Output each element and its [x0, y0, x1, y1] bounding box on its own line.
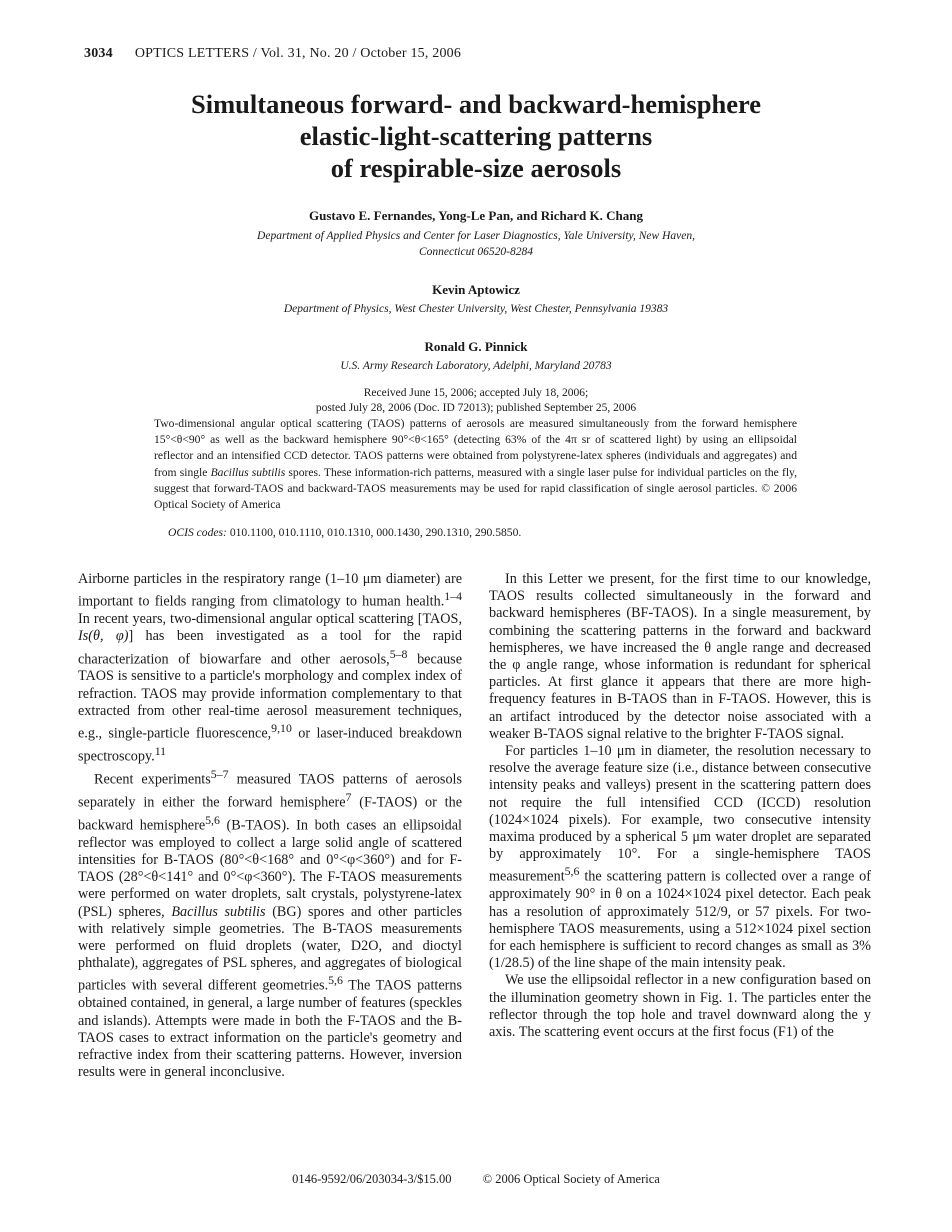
received-line: Received June 15, 2006; accepted July 18, 2006; [363, 387, 589, 399]
author-affiliation [150, 229, 802, 260]
title-line: elastic-light-scattering patterns [299, 121, 653, 151]
running-head [84, 46, 461, 62]
page-footer [0, 1172, 952, 1187]
affiliation-line: Department of Physics, West Chester University, West Chester, Pennsylvania 19383 [283, 303, 669, 315]
text: or laser-induced breakdown spectroscopy. [78, 725, 462, 765]
math-symbol: Is(θ, φ) [78, 628, 129, 645]
author-names: Ronald G. Pinnick [424, 339, 528, 354]
citation: 1–4 [444, 589, 462, 604]
author-names: Kevin Aptowicz [432, 282, 520, 297]
received-line: posted July 28, 2006 (Doc. ID 72013); published September 25, 2006 [315, 401, 637, 414]
affiliation-line: U.S. Army Research Laboratory, Adelphi, Maryland 20783 [340, 360, 612, 372]
affiliation-line: Connecticut 06520-8284 [418, 245, 534, 258]
price-code: 0146-9592/06/203034-3/$15.00 [292, 1172, 452, 1186]
page-number: 3034 [84, 46, 113, 61]
paragraph [78, 766, 462, 1081]
journal-info: OPTICS LETTERS / Vol. 31, No. 20 / October 15, 2006 [134, 46, 462, 61]
citation: 5–7 [210, 766, 229, 781]
affiliation-line: Department of Applied Physics and Center for Laser Diagnostics, Yale University, New Haven, [257, 230, 695, 242]
citation: 7 [345, 789, 352, 804]
paragraph [78, 571, 462, 766]
author-names: Gustavo E. Fernandes, Yong-Le Pan, and Richard K. Chang [309, 208, 643, 223]
text: (B-TAOS). In both cases an ellipsoidal reflector was employed to collect a large solid angle of scattered intensities for B-TAOS (80°<θ<168° and 0°<φ<360°) and for F-TAOS (28°<θ<141° and 0°<φ<360°). The F-TAOS measurements were performed on water droplets, salt crystals, polystyrene-latex (PSL) spheres, [78, 817, 462, 920]
text: (BG) spores and other particles with relatively simple geometries. The B-TAOS measurements were performed on fluid droplets (water, D2O, and dioctyl phthalate), aggregates of PSL spheres, and aggregates of biological particles with several different geometries. [78, 903, 462, 995]
abstract-text: spores. These information-rich patterns, measured with a single laser pulse for individual particles on the fly, suggest that forward-TAOS and backward-TAOS measurements may be used for rapid classification of single aerosol particles. © 2006 Optical Society of America [154, 465, 797, 512]
text: (F-TAOS) or the backward hemisphere [78, 794, 462, 834]
text: For particles 1–10 μm in diameter, the resolution necessary to resolve the average feature size (i.e., distance between consecutive intensity peaks and valleys) present in the scattering pattern does not require the full intensified CCD (ICCD) resolution (1024×1024 pixels). For example, two consecutive intensity maxima produced by a spherical 5 μm water droplet are separated by approximately 10°. For a single-hemisphere TAOS measurement [489, 743, 871, 886]
text: In recent years, two-dimensional angular optical scattering [TAOS, [78, 611, 462, 628]
author-affiliation [150, 302, 802, 318]
citation: 5,6 [564, 864, 580, 879]
citation: 5–8 [389, 646, 408, 661]
citation: 5,6 [205, 812, 220, 827]
text: measured TAOS patterns of aerosols separately in either the forward hemisphere [78, 771, 462, 811]
abstract [154, 416, 797, 513]
body-column-left [78, 571, 462, 1081]
citation: 11 [154, 744, 167, 759]
ocis-values: 010.1100, 010.1110, 010.1310, 000.1430, 290.1310, 290.5850. [229, 526, 522, 539]
text: Airborne particles in the respiratory range (1–10 μm diameter) are important to fields ranging from climatology to human health. [78, 571, 462, 610]
received-dates [150, 386, 802, 415]
species-name: Bacillus subtilis [210, 465, 286, 479]
text: Recent experiments [94, 771, 211, 788]
author-affiliation [150, 359, 802, 375]
species-name: Bacillus subtilis [171, 903, 266, 920]
ocis-label: OCIS codes: [168, 526, 227, 539]
paragraph [489, 972, 871, 1041]
citation: 5,6 [328, 973, 343, 988]
paragraph [489, 743, 871, 972]
text: We use the ellipsoidal reflector in a new configuration based on the illumination geometry shown in Fig. 1. The particles enter the reflector through the top hole and travel downward along the y axis. The scattering event occurs at the first focus (F1) of the [489, 972, 871, 1041]
ocis-codes [168, 526, 521, 539]
text: the scattering pattern is collected over a range of approximately 90° in θ on a 1024×1024 pixel detector. Each peak has a resolution of approximately 512/9, or 57 pixels. For two-hemisphere TAOS measurements, using a 512×1024 pixel section for each hemisphere is sufficient to record changes as small as 3% (1/28.5) of the line shape of the main intensity peak. [489, 869, 871, 972]
copyright: © 2006 Optical Society of America [482, 1172, 660, 1186]
text: because TAOS is sensitive to a particle's morphology and complex index of refraction. TAOS may provide information complementary to that extracted from other real-time aerosol measurement techniques, e.g., single-particle fluorescence, [78, 651, 462, 742]
body-column-right [489, 571, 871, 1041]
abstract-text: Two-dimensional angular optical scattering (TAOS) patterns of aerosols are measured simultaneously from the forward hemisphere 15°<θ<90° as well as the backward hemisphere 90°<θ<165° (detecting 63% of the 4π sr of scattered light) by using an ellipsoidal reflector and an intensified CCD detector. TAOS patterns were obtained from polystyrene-latex spheres (individuals and aggregates) and from single [154, 417, 797, 479]
title-line: Simultaneous forward- and backward-hemisphere [190, 89, 762, 119]
title-line: of respirable-size aerosols [330, 153, 622, 183]
article-title [70, 88, 882, 184]
paragraph [489, 571, 871, 743]
text: ] has been investigated as a tool for the rapid characterization of biowarfare and other aerosols, [78, 628, 462, 668]
text: The TAOS patterns obtained contained, in general, a large number of features (speckles and islands). Attempts were made in both the F-TAOS and the B-TAOS cases to extract information on the particle's geometry and refractive index from their scattering patterns. However, inversion results were in general inconclusive. [78, 978, 463, 1081]
text: In this Letter we present, for the first time to our knowledge, TAOS results collected simultaneously in the forward and backward hemispheres (BF-TAOS). In a single measurement, by combining the scattering patterns in the forward and backward hemispheres, we have increased the θ angle range and decreased the φ angle range, whose information is redundant for spherical particles. At first glance it appears that there are more high-frequency features in B-TAOS than in F-TAOS. However, this is an artifact introduced by the detector noise associated with a weaker B-TAOS signal relative to the brighter F-TAOS signal. [489, 571, 871, 742]
citation: 9,10 [271, 721, 292, 736]
